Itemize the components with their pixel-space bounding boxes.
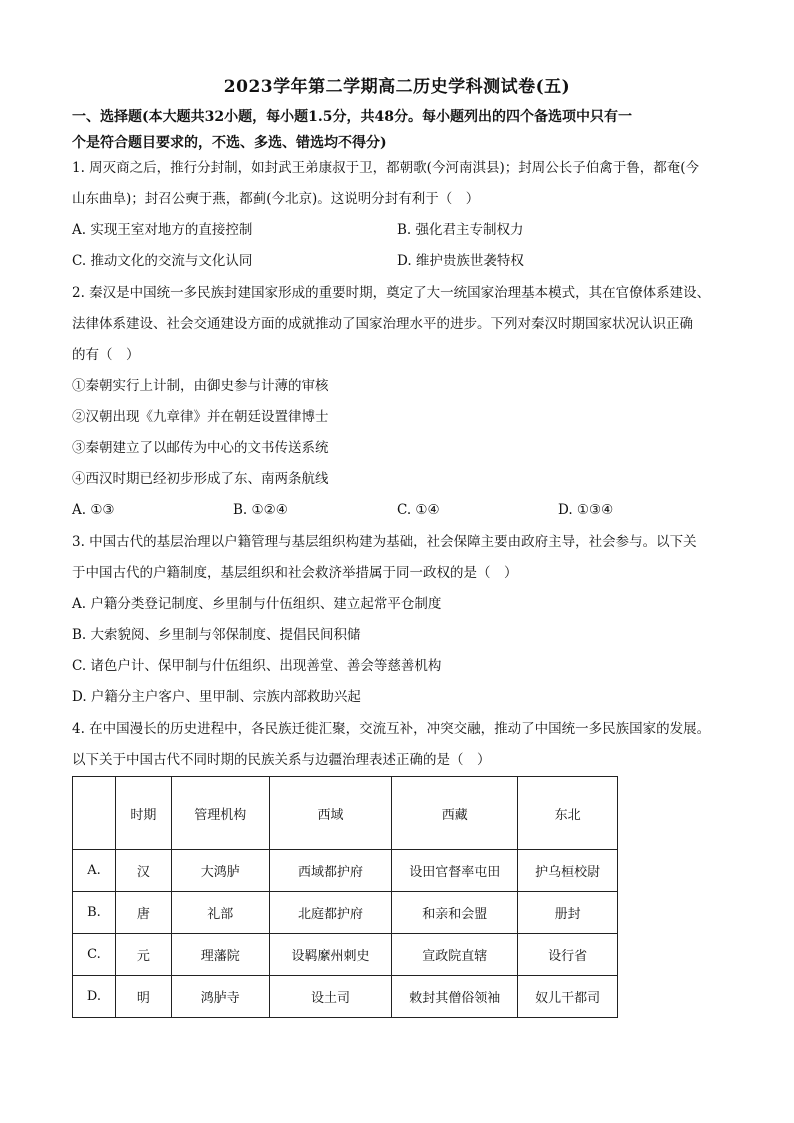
q1-stem-line-1: 1. 周灭商之后，推行分封制，如封武王弟康叔于卫，都朝歌(今河南淇县)；封周公长子伯禽于鲁，都奄(今 — [72, 160, 699, 176]
q4-table-row — [73, 892, 618, 934]
q1-option-a: A. 实现王室对地方的直接控制 — [72, 222, 253, 238]
q2-stem-line-2: 法律体系建设、社会交通建设方面的成就推动了国家治理水平的进步。下列对秦汉时期国家状况认识正确 — [72, 316, 693, 332]
q4-cell: 设土司 — [269, 976, 392, 1018]
q2-item-3: ③秦朝建立了以邮传为中心的文书传送系统 — [72, 440, 329, 456]
q3-option-d: D. 户籍分主户客户、里甲制、宗族内部救助兴起 — [72, 689, 361, 705]
q4-table-row — [73, 850, 618, 892]
q4-header-cell: 西藏 — [392, 777, 518, 850]
q4-header-cell: 西域 — [269, 777, 392, 850]
q4-header-cell: 管理机构 — [171, 777, 269, 850]
q2-item-1: ①秦朝实行上计制，由御史参与计薄的审核 — [72, 378, 329, 394]
q4-table-row — [73, 934, 618, 976]
q4-table-header-row — [73, 777, 618, 850]
q4-cell: C. — [73, 934, 116, 976]
q4-cell: 礼部 — [171, 892, 269, 934]
q4-cell: 明 — [115, 976, 171, 1018]
q4-cell: 奴儿干都司 — [518, 976, 618, 1018]
q4-cell: 护乌桓校尉 — [518, 850, 618, 892]
q3-stem-line-2: 于中国古代的户籍制度，基层组织和社会救济举措属于同一政权的是（ ） — [72, 565, 518, 581]
q4-table — [72, 776, 618, 1018]
q4-cell: B. — [73, 892, 116, 934]
q4-cell: 西域都护府 — [269, 850, 392, 892]
q4-cell: 北庭都护府 — [269, 892, 392, 934]
q4-header-cell: 东北 — [518, 777, 618, 850]
q2-option-a: A. ①③ — [72, 502, 115, 518]
q4-cell: 元 — [115, 934, 171, 976]
q4-cell: 敕封其僧俗领袖 — [392, 976, 518, 1018]
q4-cell: 鸿胪寺 — [171, 976, 269, 1018]
q2-option-d: D. ①③④ — [558, 502, 614, 518]
q4-header-cell — [73, 777, 116, 850]
q4-stem-line-1: 4. 在中国漫长的历史进程中，各民族迁徙汇聚，交流互补，冲突交融，推动了中国统一多民族国家的发展。 — [72, 721, 711, 737]
q2-stem-line-1: 2. 秦汉是中国统一多民族封建国家形成的重要时期，奠定了大一统国家治理基本模式，其在官僚体系建设、 — [72, 285, 711, 301]
page-title: 2023学年第二学期高二历史学科测试卷(五) — [223, 77, 571, 97]
q2-item-4: ④西汉时期已经初步形成了东、南两条航线 — [72, 471, 329, 487]
q1-option-b: B. 强化君主专制权力 — [397, 222, 524, 238]
q2-stem-line-3: 的有（ ） — [72, 347, 140, 363]
q4-cell: 和亲和会盟 — [392, 892, 518, 934]
section-heading — [72, 104, 742, 156]
section-heading-line-2: 个是符合题目要求的，不选、多选、错选均不得分) — [72, 135, 387, 151]
q4-stem-line-2: 以下关于中国古代不同时期的民族关系与边疆治理表述正确的是（ ） — [72, 752, 491, 768]
q1-stem-line-2: 山东曲阜)；封召公奭于燕，都蓟(今北京)。这说明分封有利于（ ） — [72, 191, 480, 207]
q4-cell: 汉 — [115, 850, 171, 892]
q1-option-c: C. 推动文化的交流与文化认同 — [72, 253, 253, 269]
q2-option-b: B. ①②④ — [233, 502, 288, 518]
q4-cell: 设行省 — [518, 934, 618, 976]
q4-cell: 宣政院直辖 — [392, 934, 518, 976]
q1-option-d: D. 维护贵族世袭特权 — [397, 253, 524, 269]
q4-table-row — [73, 976, 618, 1018]
q2-option-c: C. ①④ — [397, 502, 440, 518]
q3-option-a: A. 户籍分类登记制度、乡里制与什伍组织、建立起常平仓制度 — [72, 596, 442, 612]
q4-cell: 设羁縻州刺史 — [269, 934, 392, 976]
section-heading-line-1: 一、选择题(本大题共32小题，每小题1.5分，共48分。每小题列出的四个备选项中只有一 — [72, 109, 632, 125]
q2-item-2: ②汉朝出现《九章律》并在朝廷设置律博士 — [72, 409, 329, 425]
q4-header-cell: 时期 — [115, 777, 171, 850]
q4-cell: 册封 — [518, 892, 618, 934]
q4-cell: A. — [73, 850, 116, 892]
q4-cell: 理藩院 — [171, 934, 269, 976]
q4-cell: 设田官督率屯田 — [392, 850, 518, 892]
q3-option-b: B. 大索貌阅、乡里制与邻保制度、提倡民间积储 — [72, 627, 361, 643]
q4-cell: 唐 — [115, 892, 171, 934]
q3-stem-line-1: 3. 中国古代的基层治理以户籍管理与基层组织构建为基础，社会保障主要由政府主导，社会参与。以下关 — [72, 534, 697, 550]
q4-cell: 大鸿胪 — [171, 850, 269, 892]
q3-option-c: C. 诸色户计、保甲制与什伍组织、出现善堂、善会等慈善机构 — [72, 658, 442, 674]
q4-cell: D. — [73, 976, 116, 1018]
